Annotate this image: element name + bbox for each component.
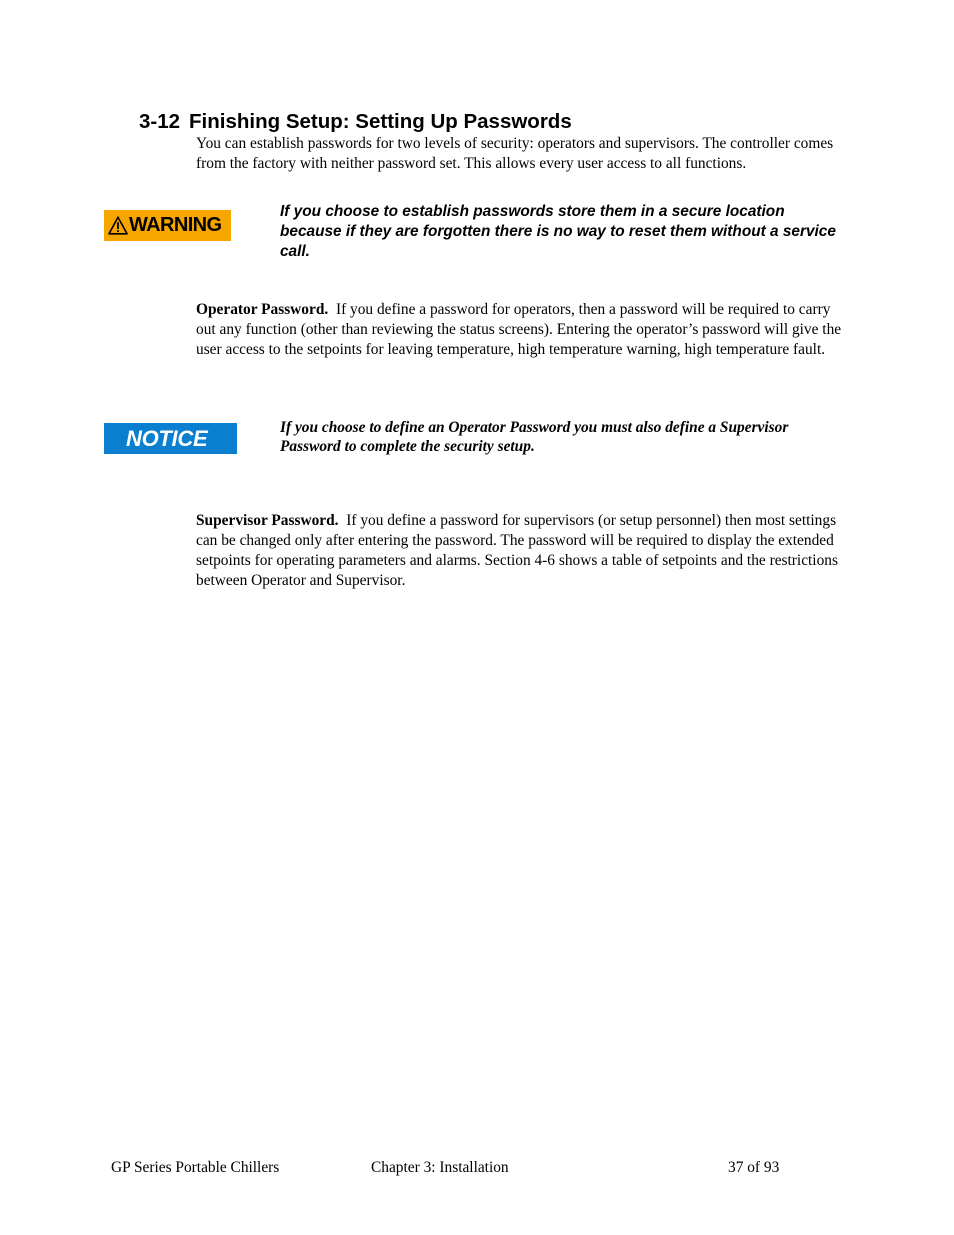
operator-password-text: If you define a password for operators, then a password will be required to carry out any function (other than reviewing the status screens). Entering the operator’s password will give the user access to the setpoints for leaving temperature, high temperature warning, high temperature fault. <box>196 301 842 358</box>
section-heading <box>139 109 572 135</box>
section-number: 3-12 <box>139 110 181 133</box>
warning-badge <box>104 210 231 241</box>
intro-paragraph: You can establish passwords for two levels of security: operators and supervisors. The controller comes from the factory with neither password set. This allows every user access to all functions. <box>196 135 834 172</box>
notice-badge <box>104 423 237 454</box>
warning-text: If you choose to establish passwords store them in a secure location because if they are forgotten there is no way to reset them without a service call. <box>280 203 836 260</box>
notice-label: NOTICE <box>126 425 208 451</box>
footer-document-title: GP Series Portable Chillers <box>111 1159 280 1176</box>
footer-chapter: Chapter 3: Installation <box>371 1159 509 1176</box>
supervisor-password-label: Supervisor Password. <box>196 512 339 529</box>
supervisor-password-text: If you define a password for supervisors (or setup personnel) then most settings can be changed only after entering the password. The password will be required to display the extended setpoints for operating parameters and alarms. Section 4-6 shows a table of setpoints and the restrictions between Operator and Supervisor. <box>196 512 838 589</box>
notice-text: If you choose to define an Operator Password you must also define a Supervisor Password to complete the security setup. <box>280 419 789 455</box>
operator-password-paragraph <box>196 300 844 360</box>
warning-label: WARNING <box>129 214 222 236</box>
section-title: Finishing Setup: Setting Up Passwords <box>189 110 572 133</box>
operator-password-label: Operator Password. <box>196 301 329 318</box>
warning-triangle-icon <box>108 216 128 235</box>
supervisor-password-paragraph <box>196 511 844 591</box>
footer-page-number: 37 of 93 <box>728 1159 780 1176</box>
